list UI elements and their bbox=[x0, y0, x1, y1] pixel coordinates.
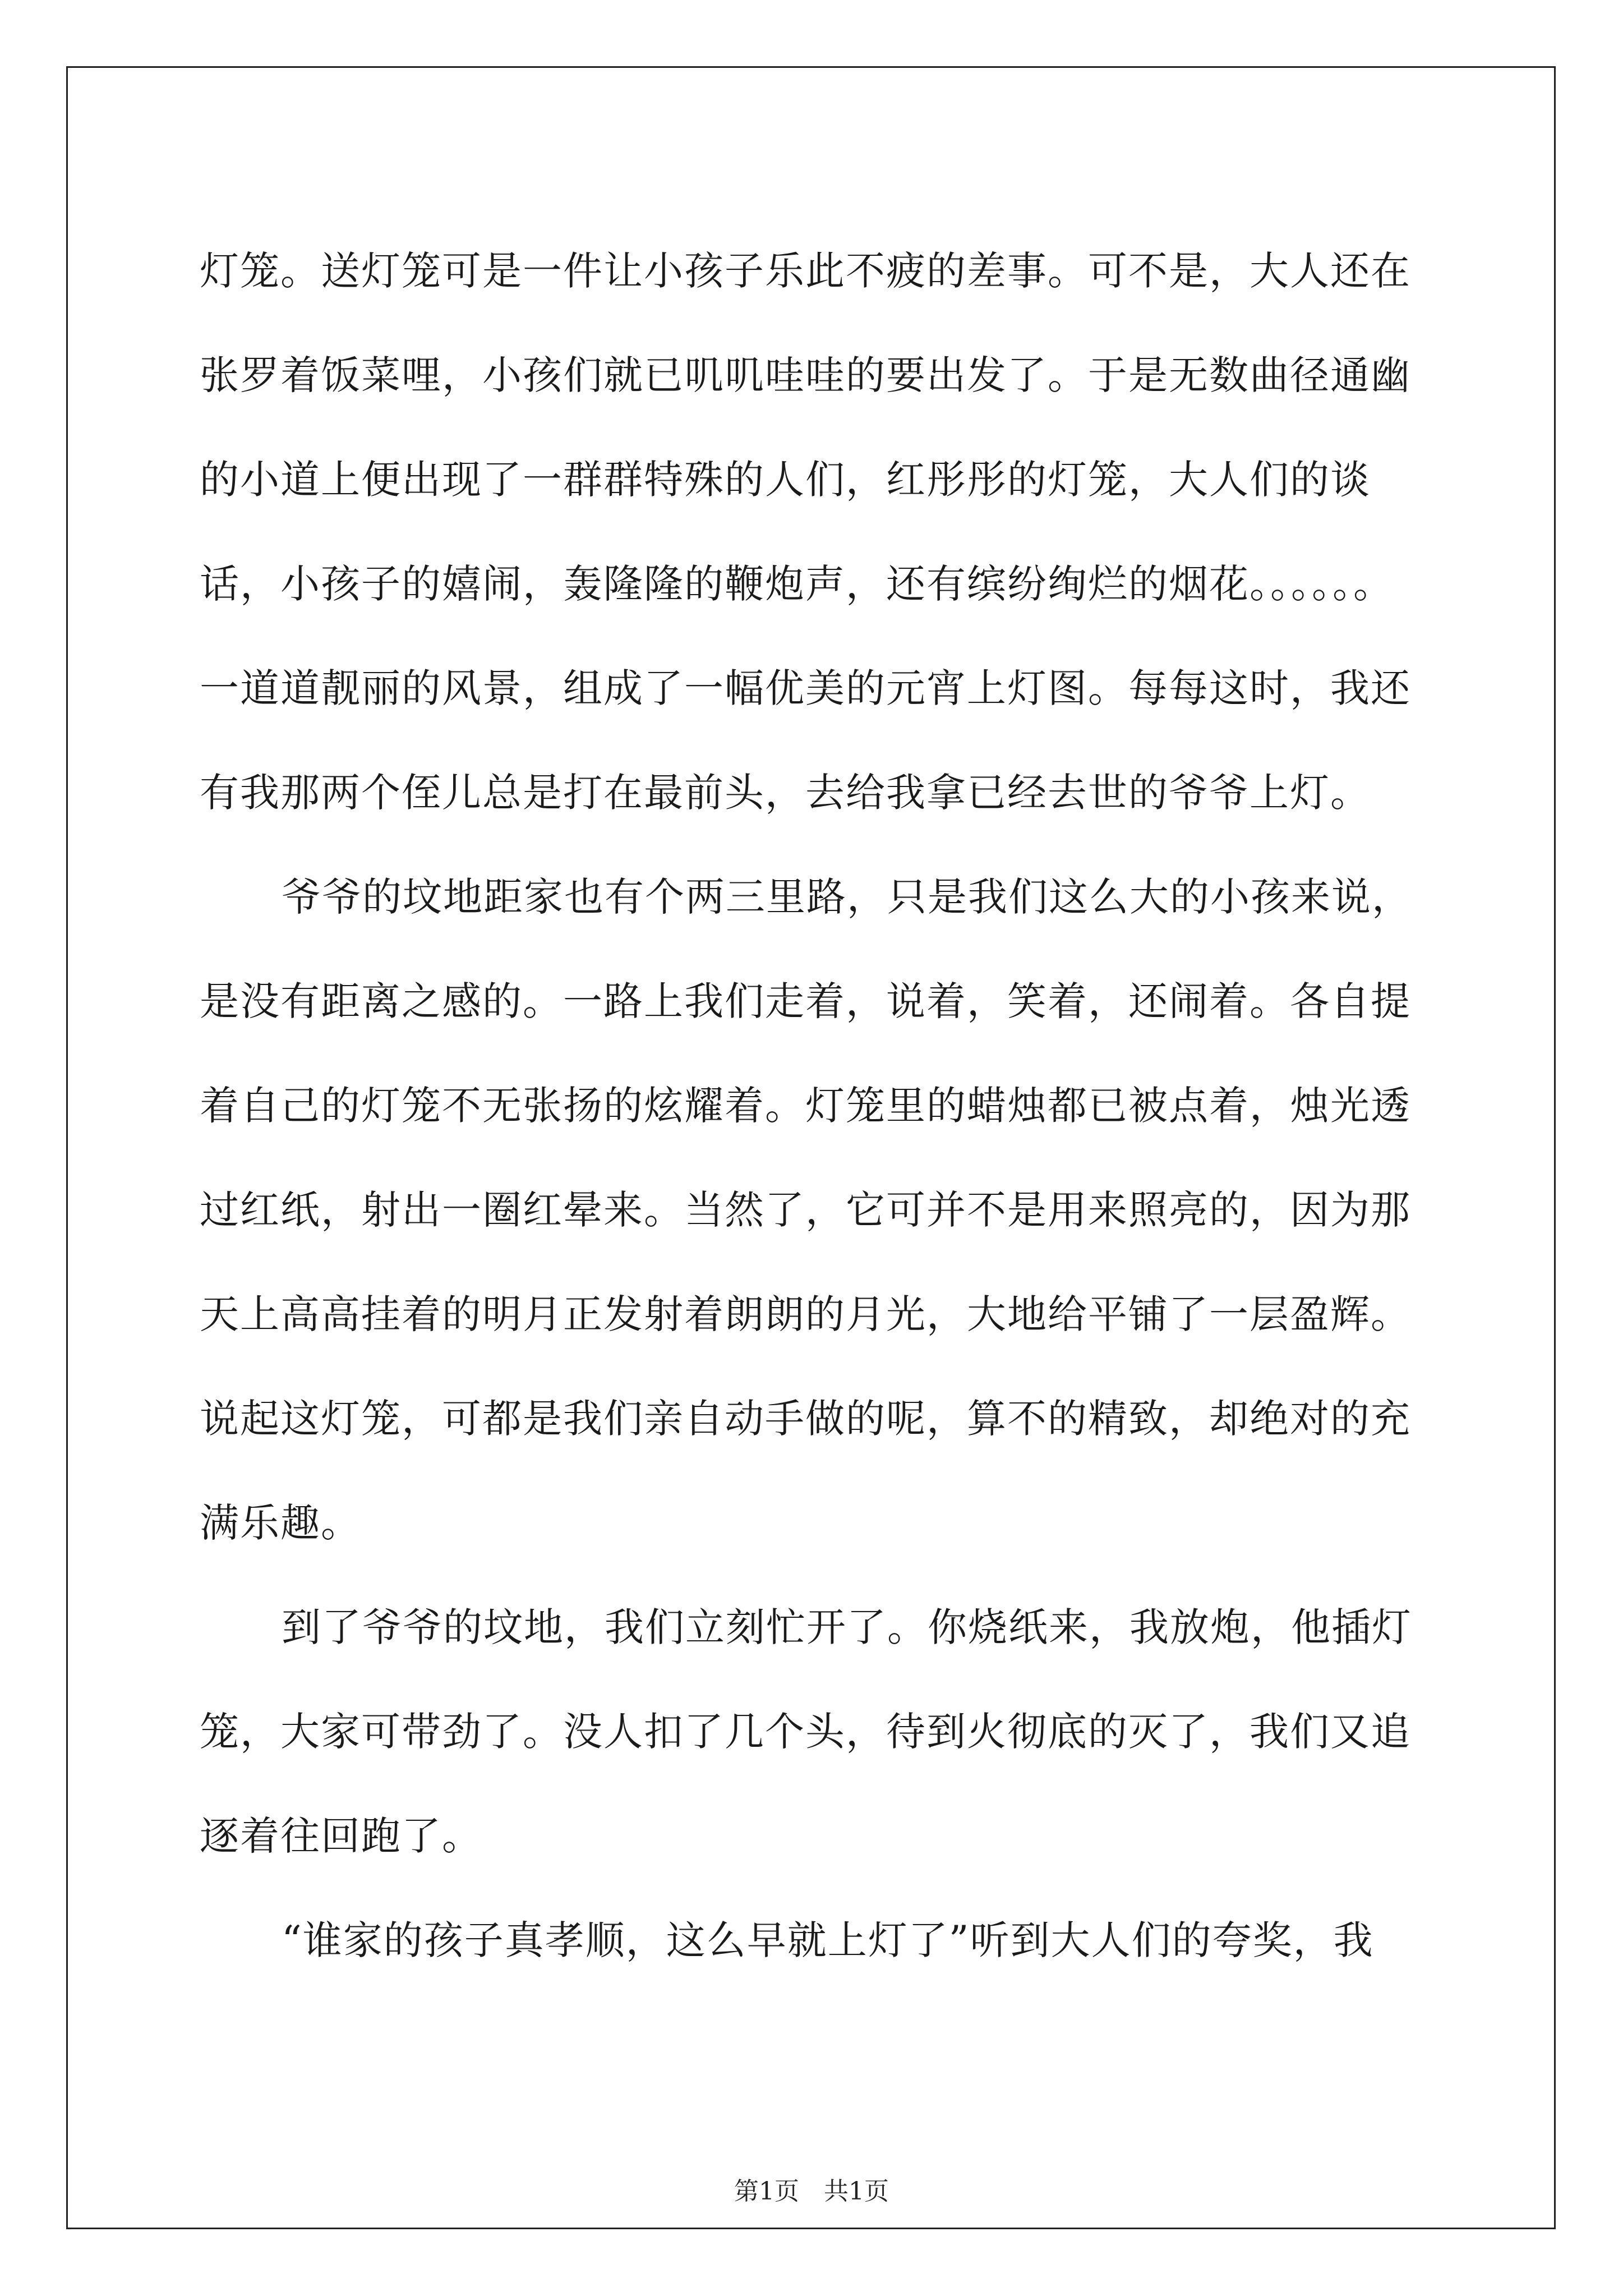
document-body bbox=[200, 219, 1428, 1993]
paragraph-4: “谁家的孩子真孝顺，这么早就上灯了”听到大人们的夸奖，我 bbox=[282, 1917, 1374, 1963]
page-number-footer: 第1页 共1页 bbox=[734, 2177, 889, 2206]
paragraph-1: 灯笼。送灯笼可是一件让小孩子乐此不疲的差事。可不是，大人还在张罗着饭菜哩，小孩们就已叽叽哇哇的要出发了。于是无数曲径通幽的小道上便出现了一群群特殊的人们，红彤彤的灯笼，大人们的谈话，小孩子的嬉闹，轰隆隆的鞭炮声，还有缤纷绚烂的烟花。。。。。。一道道靓丽的风景，组成了一幅优美的元宵上灯图。每每这时，我还有我那两个侄儿总是打在最前头，去给我拿已经去世的爷爷上灯。 bbox=[200, 248, 1411, 816]
paragraph-2: 爷爷的坟地距家也有个两三里路，只是我们这么大的小孩来说，是没有距离之感的。一路上我们走着，说着，笑着，还闹着。各自提着自己的灯笼不无张扬的炫耀着。灯笼里的蜡烛都已被点着，烛光透过红纸，射出一圈红晕来。当然了，它可并不是用来照亮的，因为那天上高高挂着的明月正发射着朗朗的月光，大地给平铺了一层盈辉。说起这灯笼，可都是我们亲自动手做的呢，算不的精致，却绝对的充满乐趣。 bbox=[200, 874, 1412, 1546]
paragraph-3: 到了爷爷的坟地，我们立刻忙开了。你烧纸来，我放炮，他插灯笼，大家可带劲了。没人扣了几个头，待到火彻底的灭了，我们又追逐着往回跑了。 bbox=[200, 1604, 1412, 1859]
